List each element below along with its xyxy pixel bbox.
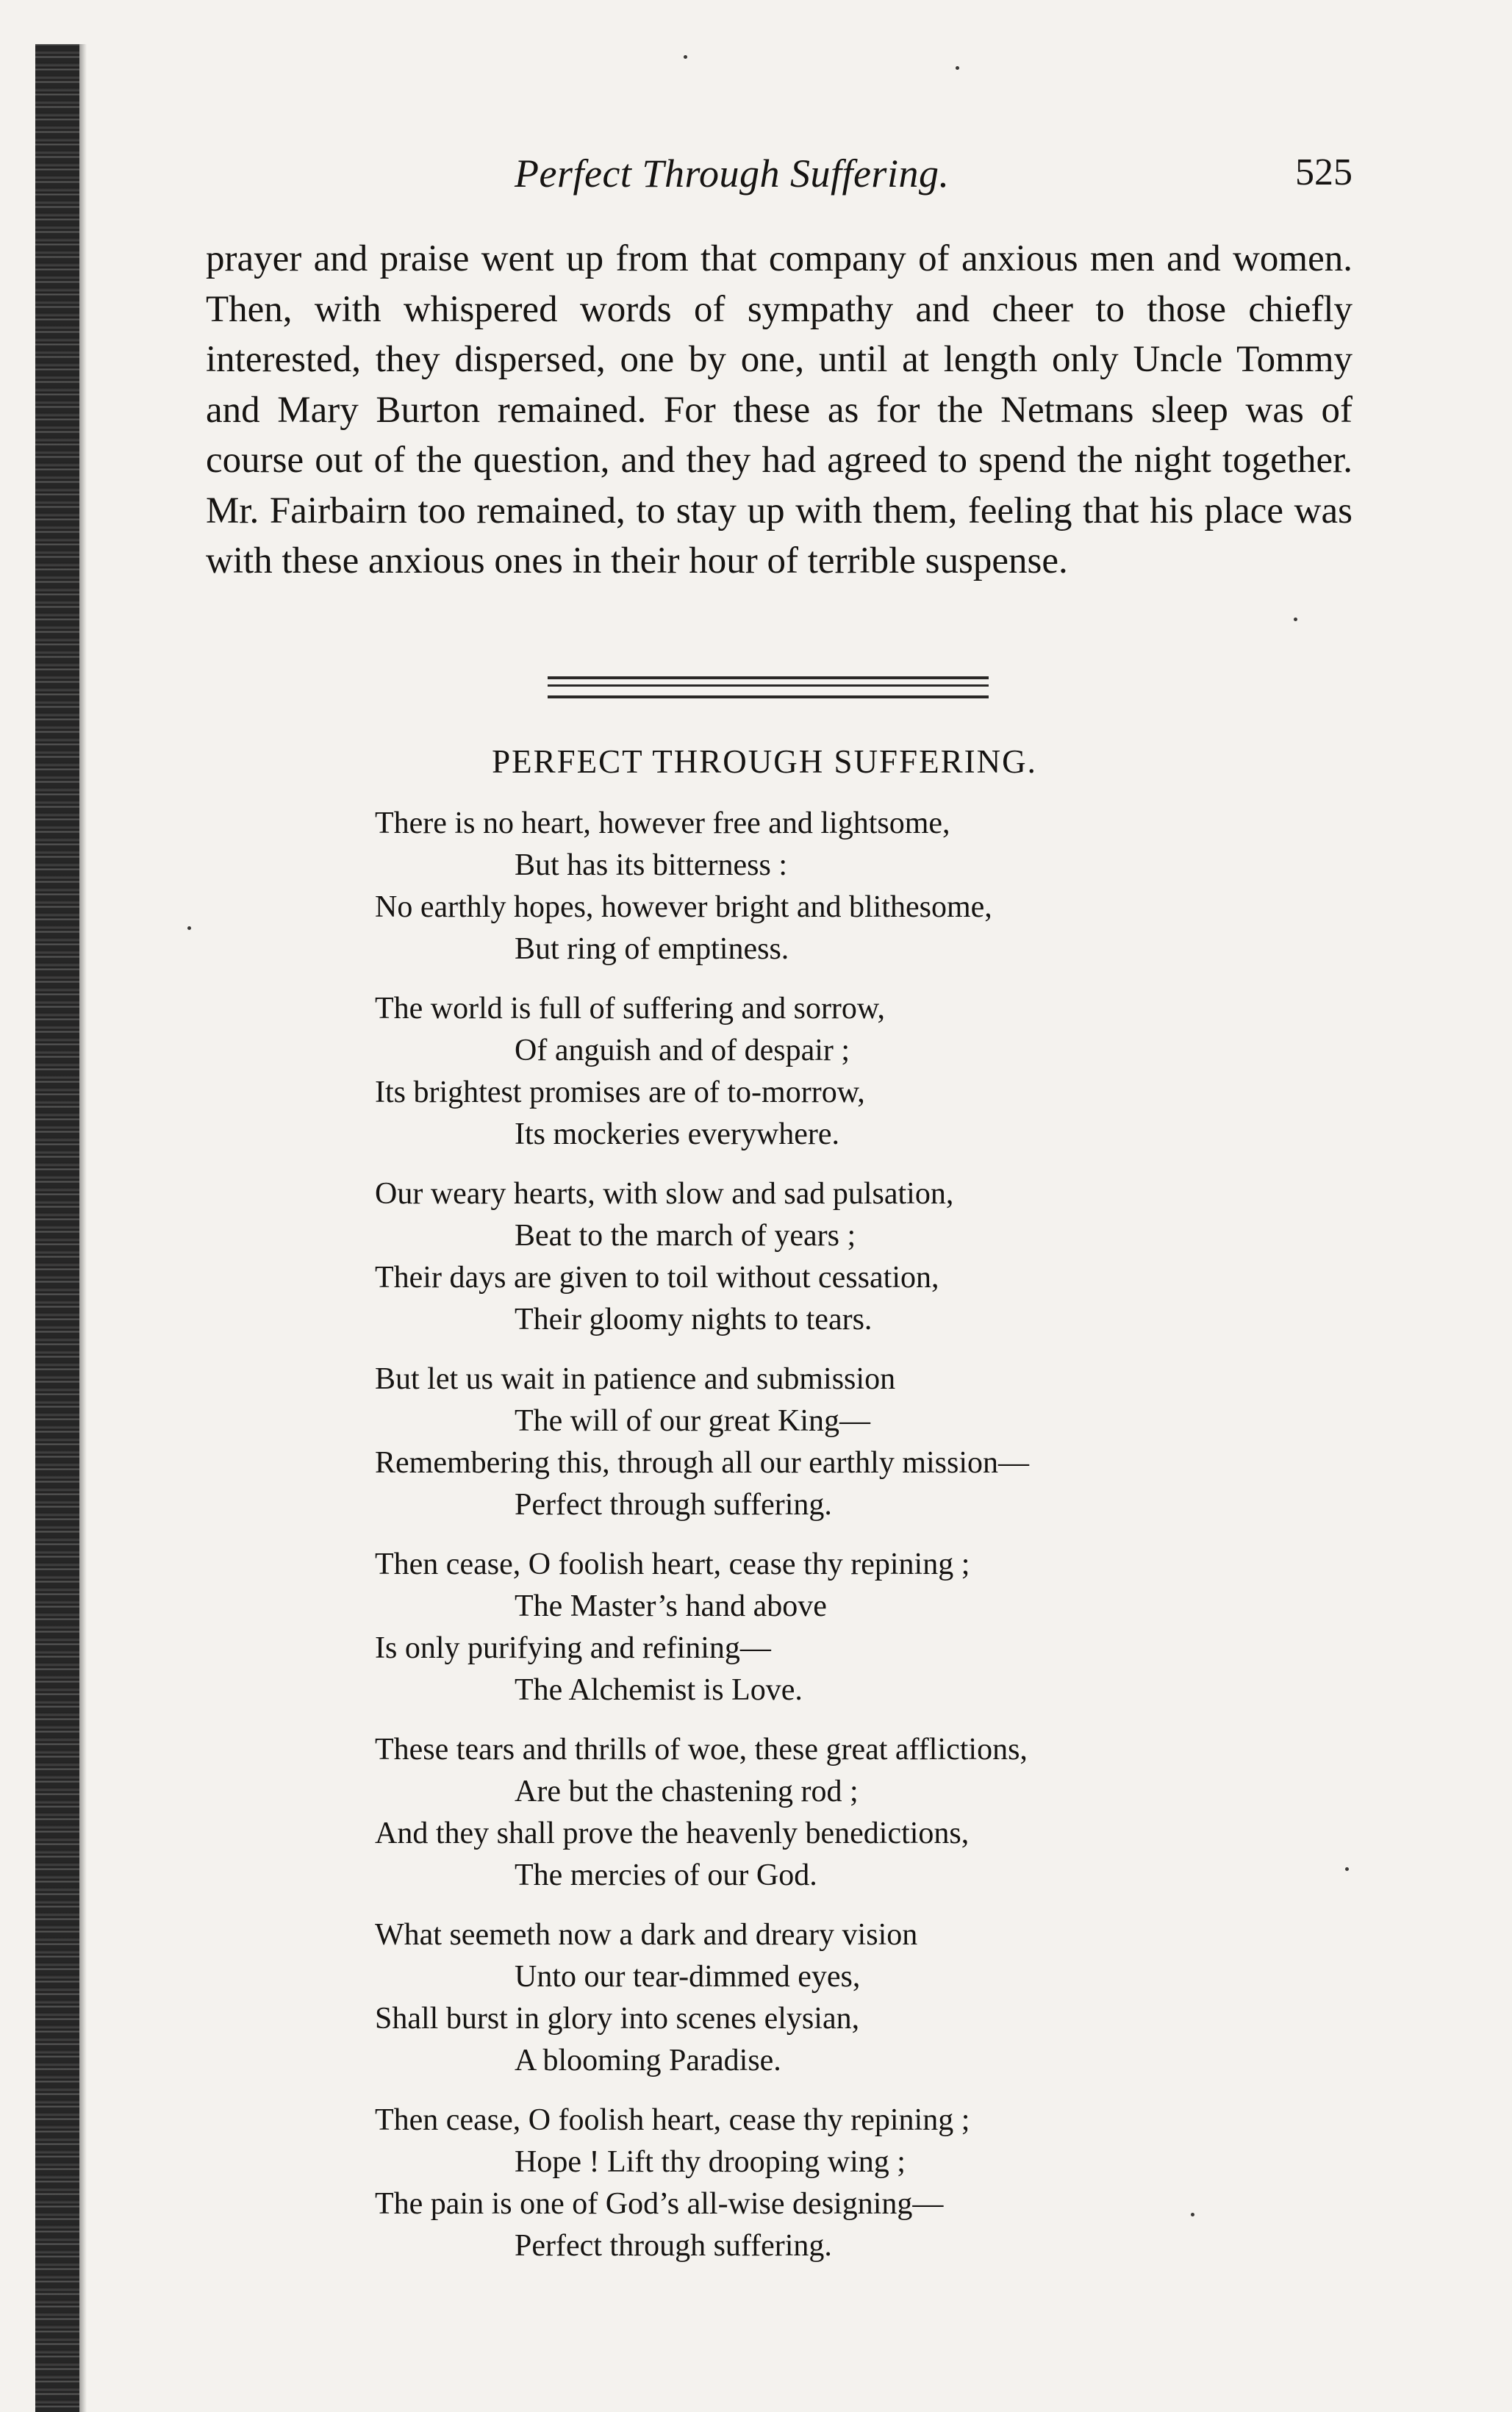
scan-speck (684, 55, 687, 59)
poem-line: Hope ! Lift thy drooping wing ; (515, 2145, 906, 2179)
page-number: 525 (1295, 151, 1352, 193)
poem-line: And they shall prove the heavenly benedictions, (375, 1817, 970, 1850)
poem-line: Is only purifying and refining— (375, 1631, 771, 1665)
poem-line: The Alchemist is Love. (515, 1673, 803, 1707)
poem-line: Then cease, O foolish heart, cease thy repining ; (375, 2103, 970, 2137)
poem-line: The will of our great King— (515, 1404, 871, 1438)
poem-line: The mercies of our God. (515, 1858, 817, 1892)
poem-line: Perfect through suffering. (515, 2229, 832, 2263)
poem-line: Perfect through suffering. (515, 1488, 832, 1522)
poem-line: The pain is one of God’s all-wise designing— (375, 2187, 944, 2221)
poem-line: These tears and thrills of woe, these great afflictions, (375, 1733, 1028, 1767)
poem-stanza (0, 988, 1512, 1156)
poem-stanza (0, 1173, 1512, 1341)
scan-speck (1294, 618, 1297, 621)
poem-line: Its mockeries everywhere. (515, 1117, 839, 1151)
poem-stanza (0, 1729, 1512, 1897)
poem-line: Our weary hearts, with slow and sad pulsation, (375, 1177, 954, 1211)
poem-line: The world is full of suffering and sorrow, (375, 992, 886, 1026)
prose-paragraph-block (206, 234, 1352, 587)
poem-line: Their days are given to toil without cessation, (375, 1261, 939, 1295)
poem-stanza (0, 1544, 1512, 1711)
poem-title: PERFECT THROUGH SUFFERING. (492, 743, 1037, 780)
poem-line: The Master’s hand above (515, 1589, 827, 1623)
poem-line: But has its bitterness : (515, 848, 787, 882)
poem-line: A blooming Paradise. (515, 2044, 781, 2078)
poem-line: Of anguish and of despair ; (515, 1034, 850, 1067)
poem-line: What seemeth now a dark and dreary vision (375, 1918, 918, 1952)
poem-line: No earthly hopes, however bright and blithesome, (375, 890, 992, 924)
poem-stanza (0, 1359, 1512, 1526)
poem-stanza (0, 803, 1512, 970)
poem-line: Then cease, O foolish heart, cease thy repining ; (375, 1547, 970, 1581)
poem-line: But ring of emptiness. (515, 932, 789, 966)
poem-stanza (0, 2100, 1512, 2267)
poem-line: Its brightest promises are of to-morrow, (375, 1076, 865, 1109)
scan-speck (956, 66, 959, 70)
poem-line: Shall burst in glory into scenes elysian, (375, 2002, 860, 2036)
poem-line: Their gloomy nights to tears. (515, 1303, 873, 1336)
scan-speck (1345, 1867, 1349, 1871)
scan-speck (187, 926, 191, 930)
poem-line: There is no heart, however free and lightsome, (375, 806, 950, 840)
section-divider-rule (548, 676, 989, 698)
poem-line: Unto our tear-dimmed eyes, (515, 1960, 861, 1994)
scan-speck (1191, 2213, 1194, 2216)
prose-paragraph: prayer and praise went up from that company of anxious men and women. Then, with whispered words of sympathy and cheer to those chiefly interested, they dispersed, one by one, until at length only Uncle Tommy and Mary Burton remained. For these as for the Netmans sleep was of course out of the question, and they had agreed to spend the night together. Mr. Fairbairn too remained, to stay up with them, feeling that his place was with these anxious ones in their hour of terrible suspense. (206, 238, 1352, 581)
poem-stanza (0, 1914, 1512, 2082)
poem-line: But let us wait in patience and submission (375, 1362, 896, 1396)
running-title: Perfect Through Suffering. (515, 151, 950, 196)
poem-line: Beat to the march of years ; (515, 1219, 856, 1253)
poem-body (0, 803, 1512, 2285)
running-head (206, 151, 1352, 210)
poem-line: Remembering this, through all our earthly mission— (375, 1446, 1030, 1480)
poem-line: Are but the chastening rod ; (515, 1775, 859, 1808)
